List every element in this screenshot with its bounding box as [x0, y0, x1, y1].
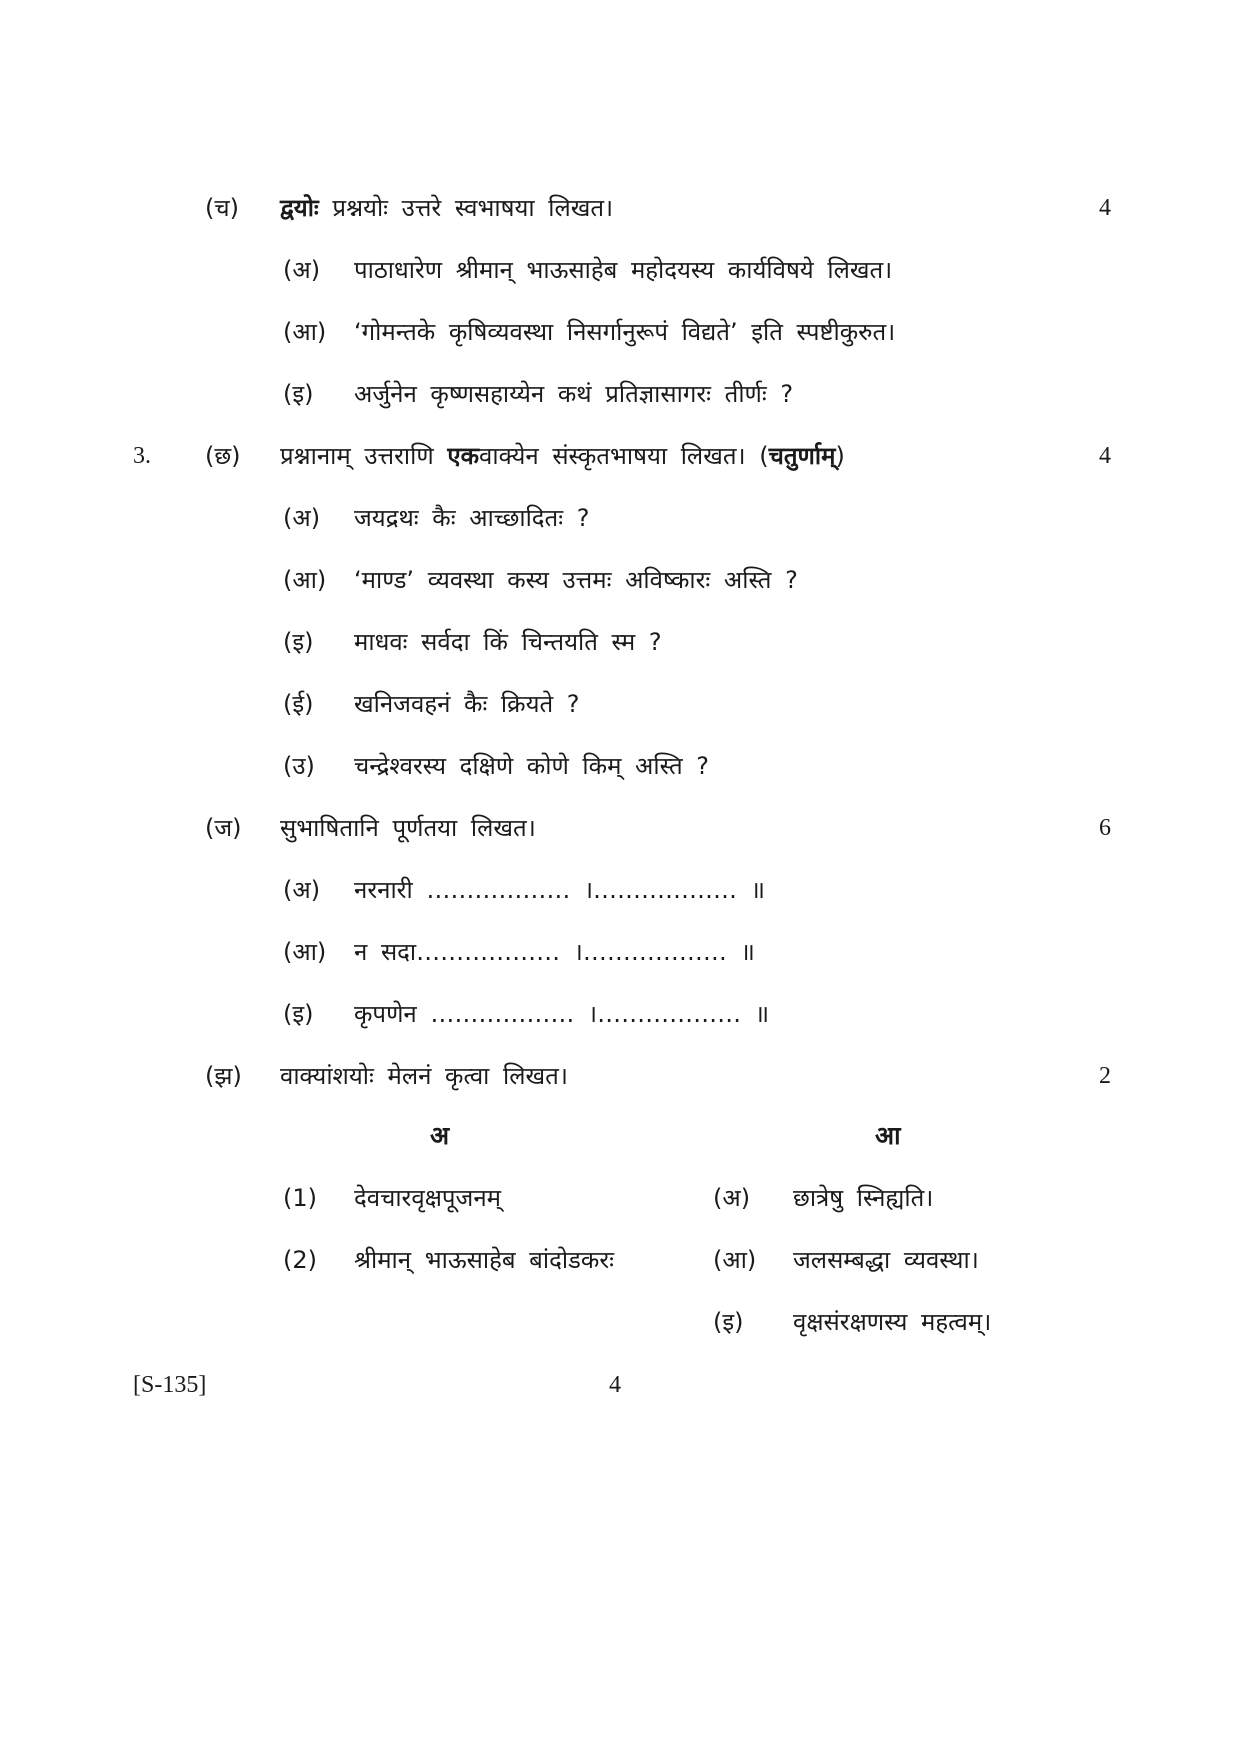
- chha-item-label: (उ): [283, 752, 315, 780]
- chha-item-text: जयद्रथः कैः आच्छादितः ?: [354, 504, 590, 532]
- chha-mid: वाक्येन संस्कृतभाषया लिखत। (: [479, 442, 769, 470]
- question-number: 3.: [133, 443, 151, 469]
- cha-item-label: (इ): [283, 380, 314, 408]
- col-b-item-label: (आ): [713, 1246, 757, 1274]
- column-b-header: आ: [875, 1121, 901, 1150]
- col-b-item-text: जलसम्बद्धा व्यवस्था।: [793, 1246, 979, 1274]
- ja-item-label: (आ): [283, 938, 327, 966]
- cha-item-text: पाठाधारेण श्रीमान् भाऊसाहेब महोदयस्य कार्यविषये लिखत।: [354, 256, 893, 284]
- ja-item-label: (अ): [283, 876, 321, 904]
- col-b-item-label: (अ): [713, 1184, 751, 1212]
- ja-item-text: न सदा……………… ।……………… ॥: [354, 938, 755, 966]
- question-jha-label: (झ): [205, 1062, 242, 1090]
- ja-item-label: (इ): [283, 1000, 314, 1028]
- chha-item-label: (आ): [283, 566, 327, 594]
- paper-code: [S-135]: [133, 1372, 207, 1398]
- chha-item-text: खनिजवहनं कैः क्रियते ?: [354, 690, 580, 718]
- chha-item-label: (इ): [283, 628, 314, 656]
- page-number: 4: [609, 1372, 621, 1398]
- chha-pre: प्रश्नानाम् उत्तराणि: [280, 442, 448, 470]
- col-a-item-label: (1): [283, 1184, 317, 1212]
- col-a-item-label: (2): [283, 1246, 317, 1274]
- question-jha-marks: 2: [1099, 1063, 1111, 1089]
- col-a-item-text: देवचारवृक्षपूजनम्: [354, 1184, 502, 1212]
- question-chha-label: (छ): [205, 442, 241, 470]
- question-cha-text: [280, 193, 613, 223]
- question-chha-text: [280, 441, 845, 471]
- col-a-item-text: श्रीमान् भाऊसाहेब बांदोडकरः: [354, 1246, 614, 1274]
- col-b-item-text: छात्रेषु स्निह्यति।: [793, 1184, 934, 1212]
- cha-item-text: अर्जुनेन कृष्णसहाय्येन कथं प्रतिज्ञासागरः तीर्णः ?: [354, 380, 794, 408]
- chha-item-label: (ई): [283, 690, 314, 718]
- cha-item-label: (आ): [283, 318, 327, 346]
- chha-item-text: चन्द्रेश्वरस्य दक्षिणे कोणे किम् अस्ति ?: [354, 752, 709, 780]
- question-cha-label: (च): [205, 194, 239, 222]
- question-cha-marks: 4: [1099, 195, 1111, 221]
- chha-item-text: ‘माण्ड’ व्यवस्था कस्य उत्तमः अविष्कारः अस्ति ?: [354, 566, 798, 594]
- cha-item-label: (अ): [283, 256, 321, 284]
- chha-item-text: माधवः सर्वदा किं चिन्तयति स्म ?: [354, 628, 662, 656]
- chha-bold-eka: एक: [447, 442, 480, 470]
- question-ja-label: (ज): [205, 814, 242, 842]
- chha-post: ): [835, 442, 845, 470]
- question-cha-rest: प्रश्नयोः उत्तरे स्वभाषया लिखत।: [318, 194, 614, 222]
- question-ja-text: सुभाषितानि पूर्णतया लिखत।: [280, 814, 536, 842]
- column-a-header: अ: [430, 1121, 450, 1150]
- cha-item-text: ‘गोमन्तके कृषिव्यवस्था निसर्गानुरूपं विद्यते’ इति स्पष्टीकुरुत।: [354, 318, 896, 346]
- chha-item-label: (अ): [283, 504, 321, 532]
- chha-bold-chaturnam: चतुर्णाम्: [768, 442, 836, 470]
- question-cha-bold: द्वयोः: [280, 194, 319, 222]
- col-b-item-label: (इ): [713, 1308, 744, 1336]
- question-ja-marks: 6: [1099, 815, 1111, 841]
- ja-item-text: नरनारी ……………… ।……………… ॥: [354, 876, 766, 904]
- ja-item-text: कृपणेन ……………… ।……………… ॥: [354, 1000, 770, 1028]
- col-b-item-text: वृक्षसंरक्षणस्य महत्वम्।: [793, 1308, 992, 1336]
- question-jha-text: वाक्यांशयोः मेलनं कृत्वा लिखत।: [280, 1062, 568, 1090]
- question-chha-marks: 4: [1099, 443, 1111, 469]
